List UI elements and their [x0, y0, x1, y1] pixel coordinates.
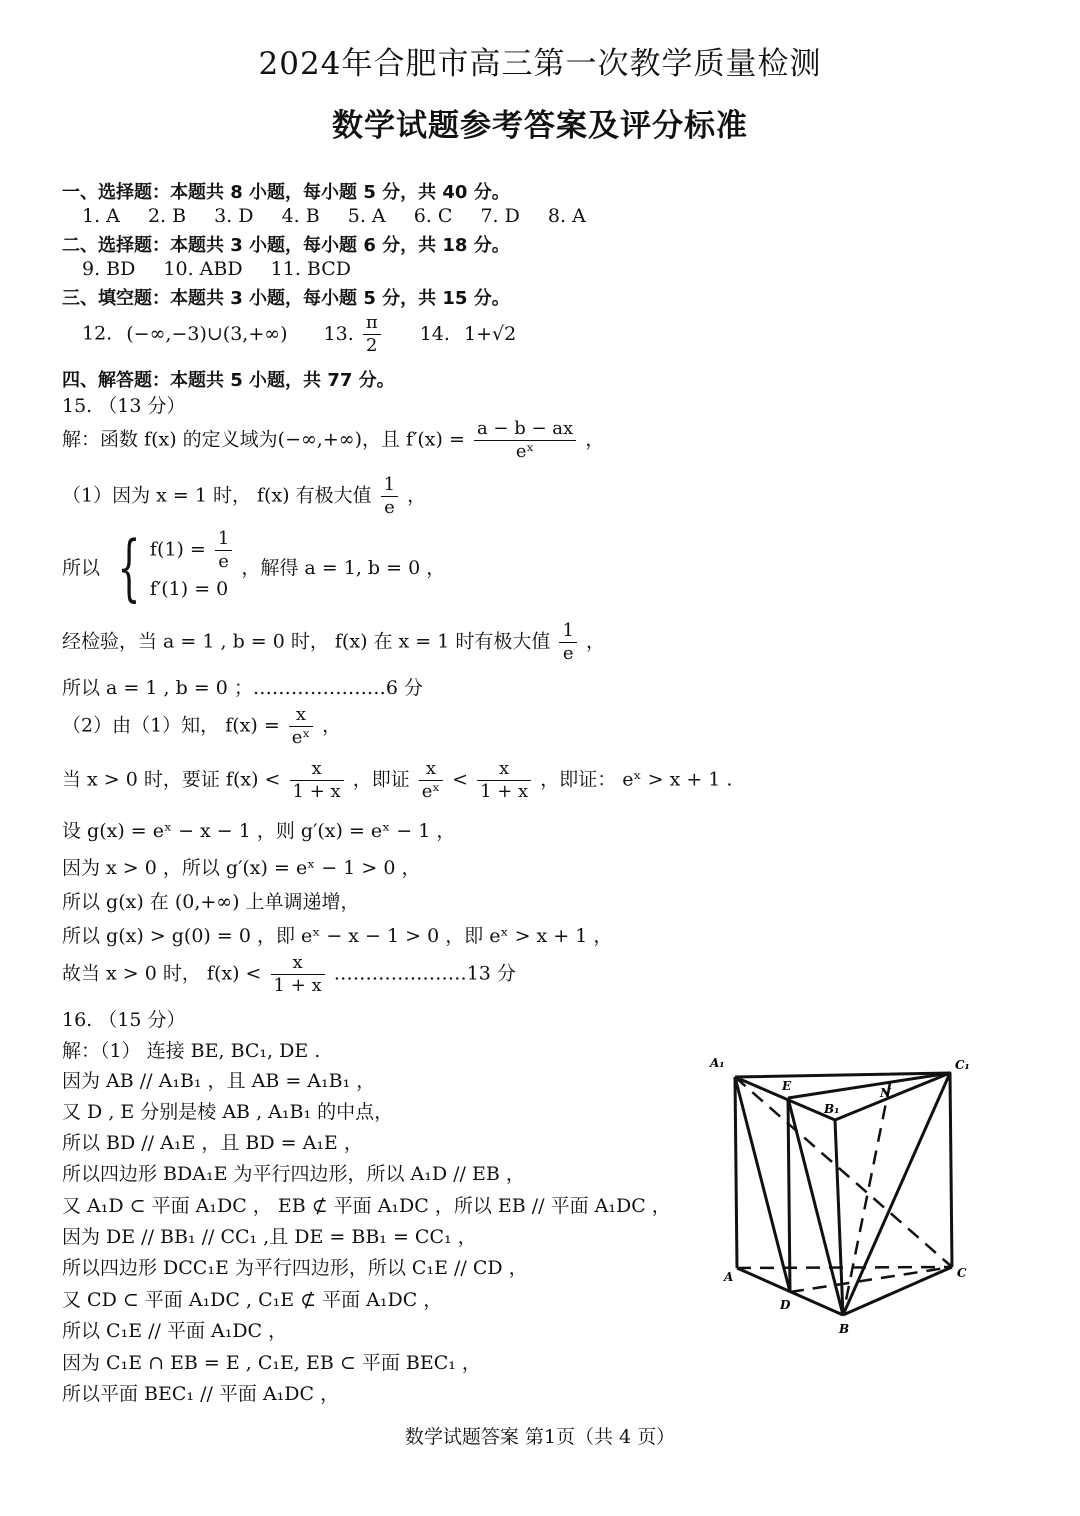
- fraction-numerator: 1: [215, 528, 232, 551]
- q16-line: 又 A₁D ⊂ 平面 A₁DC ， EB ⊄ 平面 A₁DC ，所以 EB // 平面 A₁DC ，: [62, 1195, 671, 1217]
- section3-heading: 三、填空题：本题共 3 小题，每小题 5 分，共 15 分。: [62, 288, 510, 309]
- section2-heading: 二、选择题：本题共 3 小题，每小题 6 分，共 18 分。: [62, 235, 510, 256]
- q15-system-solution: ，解得 a = 1, b = 0 ，: [241, 557, 446, 579]
- q15-line7-mid: ，即证: [352, 768, 410, 791]
- page-subtitle: 数学试题参考答案及评分标准: [332, 108, 748, 144]
- answer-6: 6. C: [413, 205, 453, 227]
- answer-1: 1. A: [82, 205, 120, 227]
- label-b: B: [839, 1322, 850, 1336]
- one-over-e-fraction: [559, 620, 576, 665]
- q15-line1-end: ，: [585, 428, 605, 451]
- answer-9: 9. BD: [82, 258, 136, 280]
- fraction-numerator: a − b − ax: [474, 418, 576, 441]
- q15-line6-end: ，: [322, 714, 342, 737]
- label-b1: B₁: [824, 1102, 840, 1116]
- label-d: D: [780, 1298, 791, 1312]
- label-a: A: [724, 1270, 734, 1284]
- answer-14-label: 14.: [419, 322, 450, 345]
- q15-line7-end: ，即证： eˣ > x + 1 .: [540, 768, 733, 791]
- q15-line7: [62, 758, 732, 803]
- one-over-e-fraction: [381, 474, 398, 519]
- page-footer: 数学试题答案 第1页（共 4 页）: [404, 1426, 676, 1448]
- q15-line4-end: ，: [585, 630, 605, 653]
- q16-line: 解：（1） 连接 BE, BC₁, DE .: [62, 1040, 321, 1062]
- top-face-edges: [735, 1073, 950, 1120]
- q15-line8: 设 g(x) = eˣ − x − 1 ，则 g′(x) = eˣ − 1 ，: [62, 820, 456, 842]
- fraction-denominator: eˣ: [515, 441, 535, 462]
- answer-8: 8. A: [547, 205, 586, 227]
- section1-answers: [82, 205, 608, 227]
- fraction-denominator: eˣ: [421, 781, 441, 802]
- answer-3: 3. D: [214, 205, 254, 227]
- answer-12: (−∞,−3)∪(3,+∞): [126, 322, 288, 345]
- q15-line12-end: …………………13 分: [333, 962, 516, 985]
- fraction-denominator: eˣ: [291, 727, 311, 748]
- q16-line: 因为 AB // A₁B₁ ，且 AB = A₁B₁ ，: [62, 1070, 376, 1092]
- q15-line12-text: 故当 x > 0 时， f(x) <: [62, 962, 262, 985]
- segment-dc-dashed: [790, 1267, 952, 1292]
- answer-10: 10. ABD: [163, 258, 243, 280]
- fraction-numerator: x: [419, 758, 443, 781]
- fraction-numerator: x: [290, 758, 344, 781]
- left-brace: {: [117, 524, 141, 609]
- q15-line1: [62, 418, 604, 463]
- q15-system: [62, 524, 446, 609]
- fraction-denominator: e: [384, 497, 395, 518]
- section4-heading: 四、解答题：本题共 5 小题，共 77 分。: [62, 370, 395, 391]
- answer-4: 4. B: [281, 205, 320, 227]
- fraction-denominator: 1 + x: [273, 975, 322, 996]
- q16-line: 所以四边形 BDA₁E 为平行四边形，所以 A₁D // EB ，: [62, 1163, 525, 1185]
- q15-line10: 所以 g(x) 在 (0,+∞) 上单调递增，: [62, 891, 360, 913]
- q15-line1-text: 解：函数 f(x) 的定义域为(−∞,+∞)，且 f′(x) =: [62, 428, 465, 451]
- q15-line5: 所以 a = 1 , b = 0 ；…………………6 分: [62, 677, 423, 699]
- q15-line12: [62, 952, 516, 997]
- fraction-numerator: π: [363, 312, 381, 335]
- equation-system: [150, 528, 235, 605]
- segment-a1d: [735, 1077, 790, 1292]
- q15-line4: [62, 620, 605, 665]
- q15-line2: [62, 474, 426, 519]
- answer-7: 7. D: [480, 205, 520, 227]
- q16-line: 所以四边形 DCC₁E 为平行四边形，所以 C₁E // CD ，: [62, 1257, 528, 1279]
- label-n: N: [880, 1086, 891, 1100]
- answer-14: 1+√2: [463, 322, 517, 345]
- answer-12-label: 12.: [82, 322, 113, 345]
- prism-figure: [700, 1045, 990, 1345]
- q15-line6-text: （2）由（1）知， f(x) =: [62, 714, 280, 737]
- fraction-denominator: e: [218, 551, 229, 572]
- equation-1-text: f(1) =: [149, 538, 206, 561]
- equation-2: f′(1) = 0: [149, 578, 229, 600]
- fraction-denominator: 1 + x: [480, 781, 529, 802]
- less-than-sign: <: [452, 768, 469, 791]
- q15-system-prefix: 所以: [62, 557, 101, 579]
- x-over-1px-fraction: [290, 758, 344, 803]
- q16-line: 因为 DE // BB₁ // CC₁ ,且 DE = BB₁ = CC₁ ，: [62, 1226, 477, 1248]
- q16-line: 又 D , E 分别是棱 AB , A₁B₁ 的中点，: [62, 1101, 394, 1123]
- derivative-fraction: [474, 418, 576, 463]
- equation-1: [150, 528, 235, 573]
- q15-line7-text: 当 x > 0 时，要证 f(x) <: [62, 768, 281, 791]
- q15-line6: [62, 704, 341, 749]
- edge-cc1: [950, 1073, 952, 1267]
- fraction-numerator: 1: [381, 474, 398, 497]
- fraction-numerator: x: [289, 704, 313, 727]
- section3-answers: [82, 312, 516, 357]
- q16-line: 因为 C₁E ∩ EB = E , C₁E, EB ⊂ 平面 BEC₁ ，: [62, 1352, 481, 1374]
- section1-heading: 一、选择题：本题共 8 小题，每小题 5 分，共 40 分。: [62, 182, 510, 203]
- answer-13-fraction: [363, 312, 381, 357]
- page-title: 2024年合肥市高三第一次教学质量检测: [258, 46, 822, 82]
- q15-line9: 因为 x > 0 ，所以 g′(x) = eˣ − 1 > 0 ，: [62, 857, 421, 879]
- fraction-denominator: 2: [366, 335, 378, 356]
- label-c: C: [957, 1266, 967, 1280]
- q15-line2-text: （1）因为 x = 1 时， f(x) 有极大值: [62, 484, 372, 507]
- x-over-1px-fraction: [477, 758, 531, 803]
- segment-a1c-dashed: [735, 1077, 952, 1267]
- label-c1: C₁: [955, 1058, 970, 1072]
- fraction-denominator: 1 + x: [292, 781, 341, 802]
- answer-13-label: 13.: [323, 322, 354, 345]
- answer-11: 11. BCD: [270, 258, 351, 280]
- fraction-numerator: x: [271, 952, 325, 975]
- q15-line11: 所以 g(x) > g(0) = 0 ，即 eˣ − x − 1 > 0 ，即 eˣ > x + 1 ，: [62, 925, 613, 947]
- edge-ac-dashed: [737, 1267, 952, 1268]
- answer-5: 5. A: [347, 205, 386, 227]
- q15-line2-end: ，: [407, 484, 427, 507]
- q16-line: 所以平面 BEC₁ // 平面 A₁DC ，: [62, 1383, 340, 1405]
- edge-aa1: [735, 1077, 737, 1268]
- q16-line: 又 CD ⊂ 平面 A₁DC , C₁E ⊄ 平面 A₁DC ，: [62, 1289, 443, 1311]
- q16-line: 所以 BD // A₁E ，且 BD = A₁E ，: [62, 1132, 363, 1154]
- answer-2: 2. B: [147, 205, 187, 227]
- fraction-denominator: e: [562, 643, 574, 664]
- fraction-numerator: x: [477, 758, 531, 781]
- x-over-ex-fraction: [289, 704, 313, 749]
- segment-ed: [788, 1098, 790, 1292]
- q15-line4-text: 经检验，当 a = 1 , b = 0 时， f(x) 在 x = 1 时有极大值: [62, 630, 551, 653]
- edge-bc: [843, 1267, 952, 1315]
- q16-label: 16. （15 分）: [62, 1009, 186, 1031]
- x-over-1px-fraction: [271, 952, 325, 997]
- q16-line: 所以 C₁E // 平面 A₁DC ，: [62, 1320, 288, 1342]
- label-a1: A₁: [710, 1056, 725, 1070]
- q15-label: 15. （13 分）: [62, 395, 186, 417]
- x-over-ex-fraction: [419, 758, 443, 803]
- one-over-e-fraction: [215, 528, 232, 573]
- section2-answers: [82, 258, 373, 280]
- label-e: E: [782, 1079, 792, 1093]
- fraction-numerator: 1: [559, 620, 576, 643]
